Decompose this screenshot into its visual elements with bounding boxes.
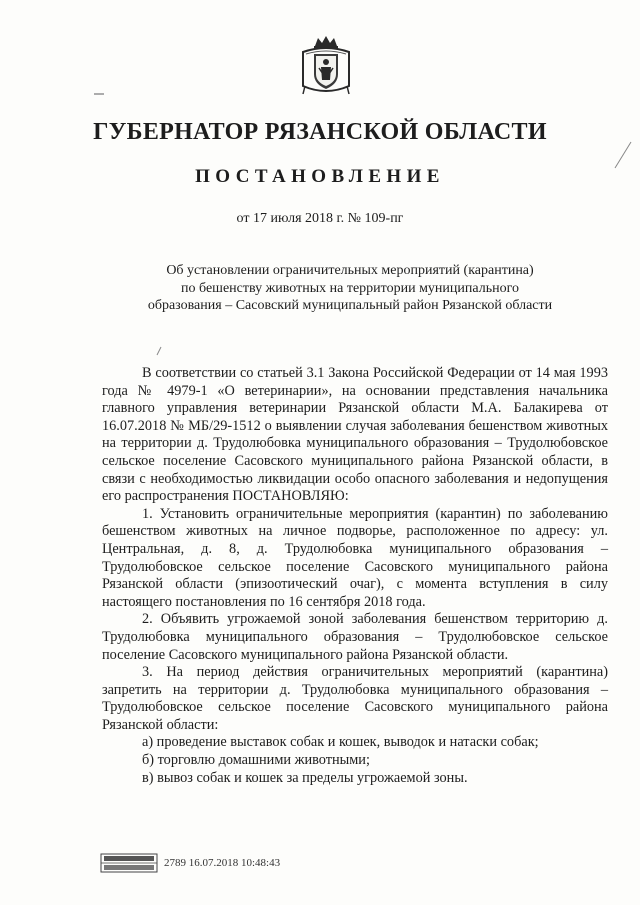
subject-line: Об установлении ограничительных мероприятий (карантина) (166, 263, 534, 278)
document-type: ПОСТАНОВЛЕНИЕ (195, 166, 445, 187)
item-3b-paragraph: б) торговлю домашними животными; (142, 752, 370, 769)
document-date-number: от 17 июля 2018 г. № 109-пг (236, 211, 404, 226)
scan-mark-top-left (93, 91, 105, 97)
authority-title: ГУБЕРНАТОР РЯЗАНСКОЙ ОБЛАСТИ (93, 119, 547, 145)
item-3-paragraph: 3. На период действия ограничительных мероприятий (карантина) запретить на территории д. Трудолюбовка муниципального образования – Трудолюбовское сельское поселение Сасовского муниципального района Рязанской области: (102, 664, 608, 733)
archive-stamp-icon (100, 853, 158, 873)
ryazan-coat-of-arms-icon (299, 34, 353, 98)
item-1-paragraph: 1. Установить ограничительные мероприятия (карантин) по заболеванию бешенством животных на личное подворье, расположенное по адресу: ул. Центральная, д. 8, д. Трудолюбовка муниципального образования – Трудолюбовское сельское поселение Сасовского муниципального района Рязанской области (эпизоотический очаг), с момента вступления в силу настоящего постановления по 16 сентября 2018 года. (102, 505, 608, 610)
item-2-paragraph: 2. Объявить угрожаемой зоной заболевания бешенством территорию д. Трудолюбовка муниципального образования – Трудолюбовское сельское поселение Сасовского муниципального района Рязанской области. (102, 611, 608, 663)
subject-line: по бешенству животных на территории муниципального (181, 280, 519, 296)
document-subject (120, 262, 580, 315)
document-body (102, 365, 608, 787)
registration-number-timestamp: 2789 16.07.2018 10:48:43 (164, 857, 281, 869)
item-3a-paragraph: а) проведение выставок собак и кошек, выводок и натаски собак; (142, 734, 539, 751)
scan-mark-middle (156, 346, 162, 356)
registration-footer (100, 852, 280, 874)
item-3c-paragraph: в) вывоз собак и кошек за пределы угрожаемой зоны. (142, 769, 468, 786)
subject-line: образования – Сасовский муниципальный район Рязанской области (147, 298, 553, 313)
preamble-paragraph: В соответствии со статьей 3.1 Закона Российской Федерации от 14 мая 1993 года № 4979-1 «О ветеринарии», на основании представления начальника главного управления ветеринарии Рязанской области М.А. Балакирева от 16.07.2018 № МБ/29-1512 о выявлении случая заболевания бешенством животных на территории д. Трудолюбовка муниципального образования – Трудолюбовское сельское поселение Сасовского муниципального района Рязанской области, в связи с необходимостью ликвидации особо опасного заболевания и недопущения его распространения ПОСТАНОВЛЯЮ: (102, 365, 608, 505)
